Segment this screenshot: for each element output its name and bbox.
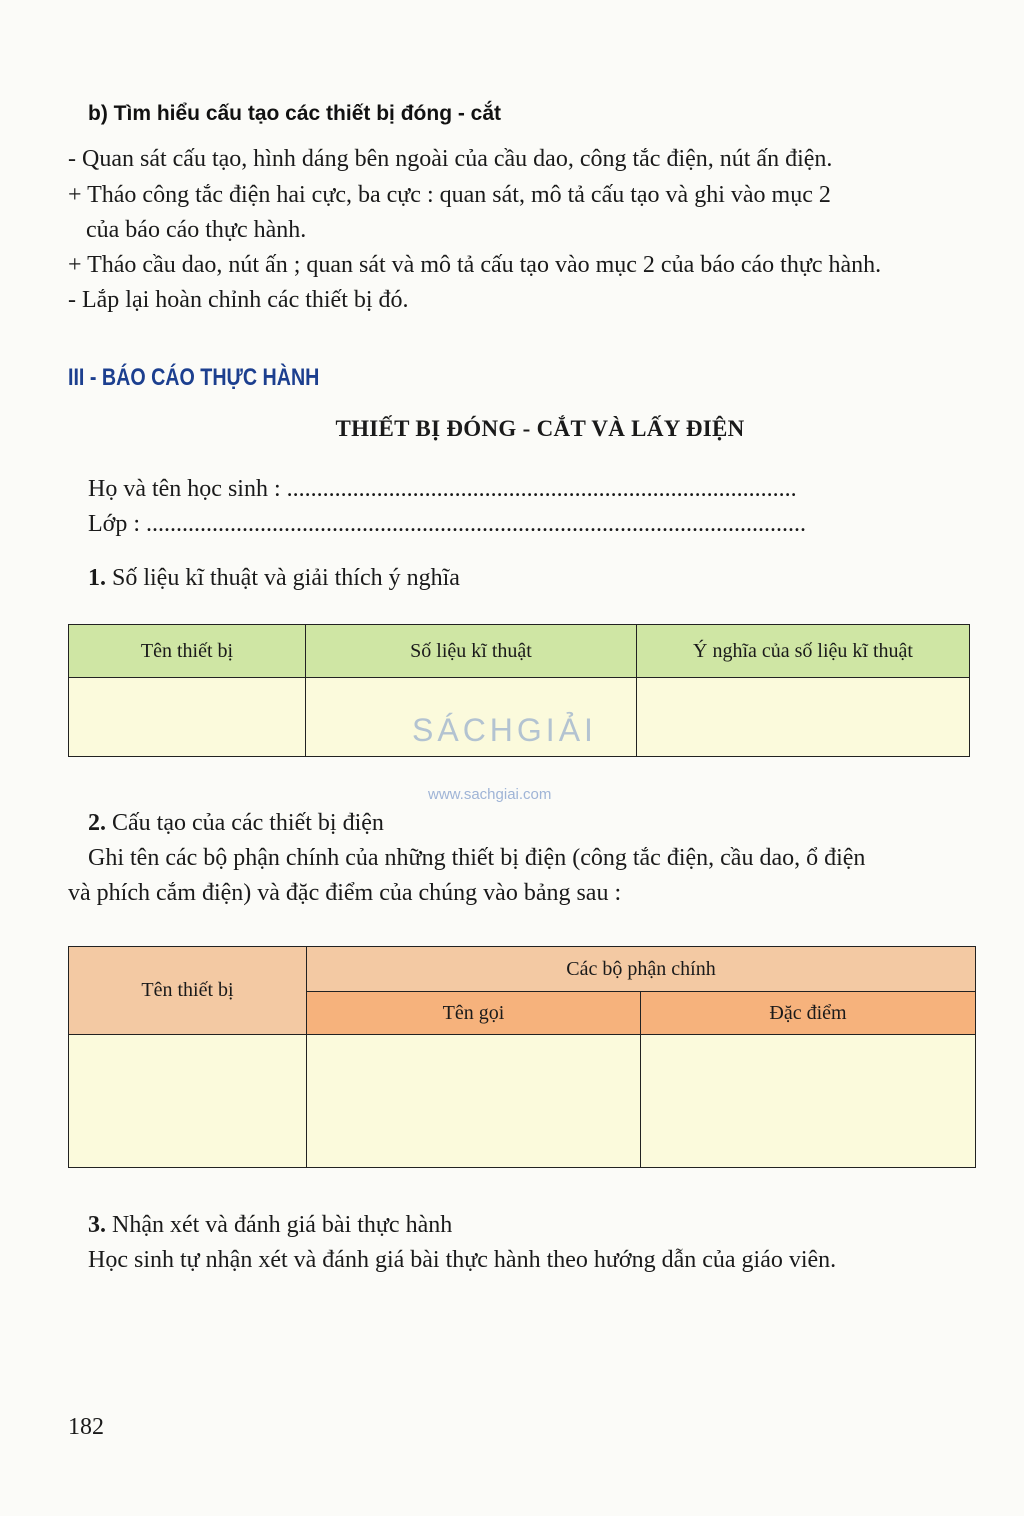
paragraph-line: - Lắp lại hoàn chỉnh các thiết bị đó. bbox=[68, 287, 409, 313]
item-3-desc: Học sinh tự nhận xét và đánh giá bài thực hành theo hướng dẫn của giáo viên. bbox=[88, 1247, 837, 1273]
paragraph-line: của báo cáo thực hành. bbox=[68, 217, 307, 243]
section-heading: III - BÁO CÁO THỰC HÀNH bbox=[68, 364, 320, 391]
class-blank[interactable]: .............................................................................................................. bbox=[146, 511, 807, 537]
item-1-number: 1. bbox=[88, 565, 106, 591]
watermark-logo: SÁCHGIẢI bbox=[412, 712, 597, 748]
item-2-text: Cấu tạo của các thiết bị điện bbox=[112, 810, 384, 836]
table2-header-device: Tên thiết bị bbox=[69, 947, 307, 1035]
item-2-number: 2. bbox=[88, 810, 106, 836]
watermark-url: www.sachgiai.com bbox=[428, 786, 552, 803]
table1-header-specs: Số liệu kĩ thuật bbox=[306, 625, 637, 678]
item-3-text: Nhận xét và đánh giá bài thực hành bbox=[112, 1212, 453, 1238]
item-2-desc-line1: Ghi tên các bộ phận chính của những thiết bị điện (công tắc điện, cầu dao, ổ điện bbox=[88, 845, 866, 871]
table1-header-device: Tên thiết bị bbox=[69, 625, 306, 678]
report-title: THIẾT BỊ ĐÓNG - CẮT VÀ LẤY ĐIỆN bbox=[335, 416, 745, 441]
table2-cell[interactable] bbox=[641, 1035, 976, 1168]
item-2-heading bbox=[88, 808, 384, 838]
item-3-number: 3. bbox=[88, 1212, 106, 1238]
table1-header-meaning: Ý nghĩa của số liệu kĩ thuật bbox=[637, 625, 970, 678]
page-number: 182 bbox=[68, 1414, 104, 1440]
item-3-heading bbox=[88, 1210, 452, 1240]
student-name-blank[interactable]: ..................................................................................... bbox=[286, 476, 797, 502]
class-label: Lớp : bbox=[88, 511, 141, 537]
student-name-row bbox=[88, 474, 797, 504]
sub-heading: b) Tìm hiểu cấu tạo các thiết bị đóng - cắt bbox=[88, 102, 502, 125]
paragraph-line: + Tháo công tắc điện hai cực, ba cực : quan sát, mô tả cấu tạo và ghi vào mục 2 bbox=[68, 182, 831, 208]
table2-header-feature: Đặc điểm bbox=[641, 992, 976, 1035]
paragraph-line: - Quan sát cấu tạo, hình dáng bên ngoài của cầu dao, công tắc điện, nút ấn điện. bbox=[68, 146, 833, 172]
item-2-desc-line2: và phích cắm điện) và đặc điểm của chúng vào bảng sau : bbox=[68, 880, 622, 906]
item-1-text: Số liệu kĩ thuật và giải thích ý nghĩa bbox=[112, 565, 460, 591]
table1-cell[interactable] bbox=[637, 678, 970, 757]
table2-cell[interactable] bbox=[307, 1035, 641, 1168]
device-structure-table bbox=[68, 946, 976, 1168]
table2-cell[interactable] bbox=[69, 1035, 307, 1168]
table2-header-name: Tên gọi bbox=[307, 992, 641, 1035]
paragraph-line: + Tháo cầu dao, nút ấn ; quan sát và mô tả cấu tạo vào mục 2 của báo cáo thực hành. bbox=[68, 252, 882, 278]
table1-cell[interactable] bbox=[69, 678, 306, 757]
item-1-heading bbox=[88, 563, 460, 593]
student-name-label: Họ và tên học sinh : bbox=[88, 476, 281, 502]
class-row bbox=[88, 509, 806, 539]
table2-header-group: Các bộ phận chính bbox=[307, 947, 976, 992]
